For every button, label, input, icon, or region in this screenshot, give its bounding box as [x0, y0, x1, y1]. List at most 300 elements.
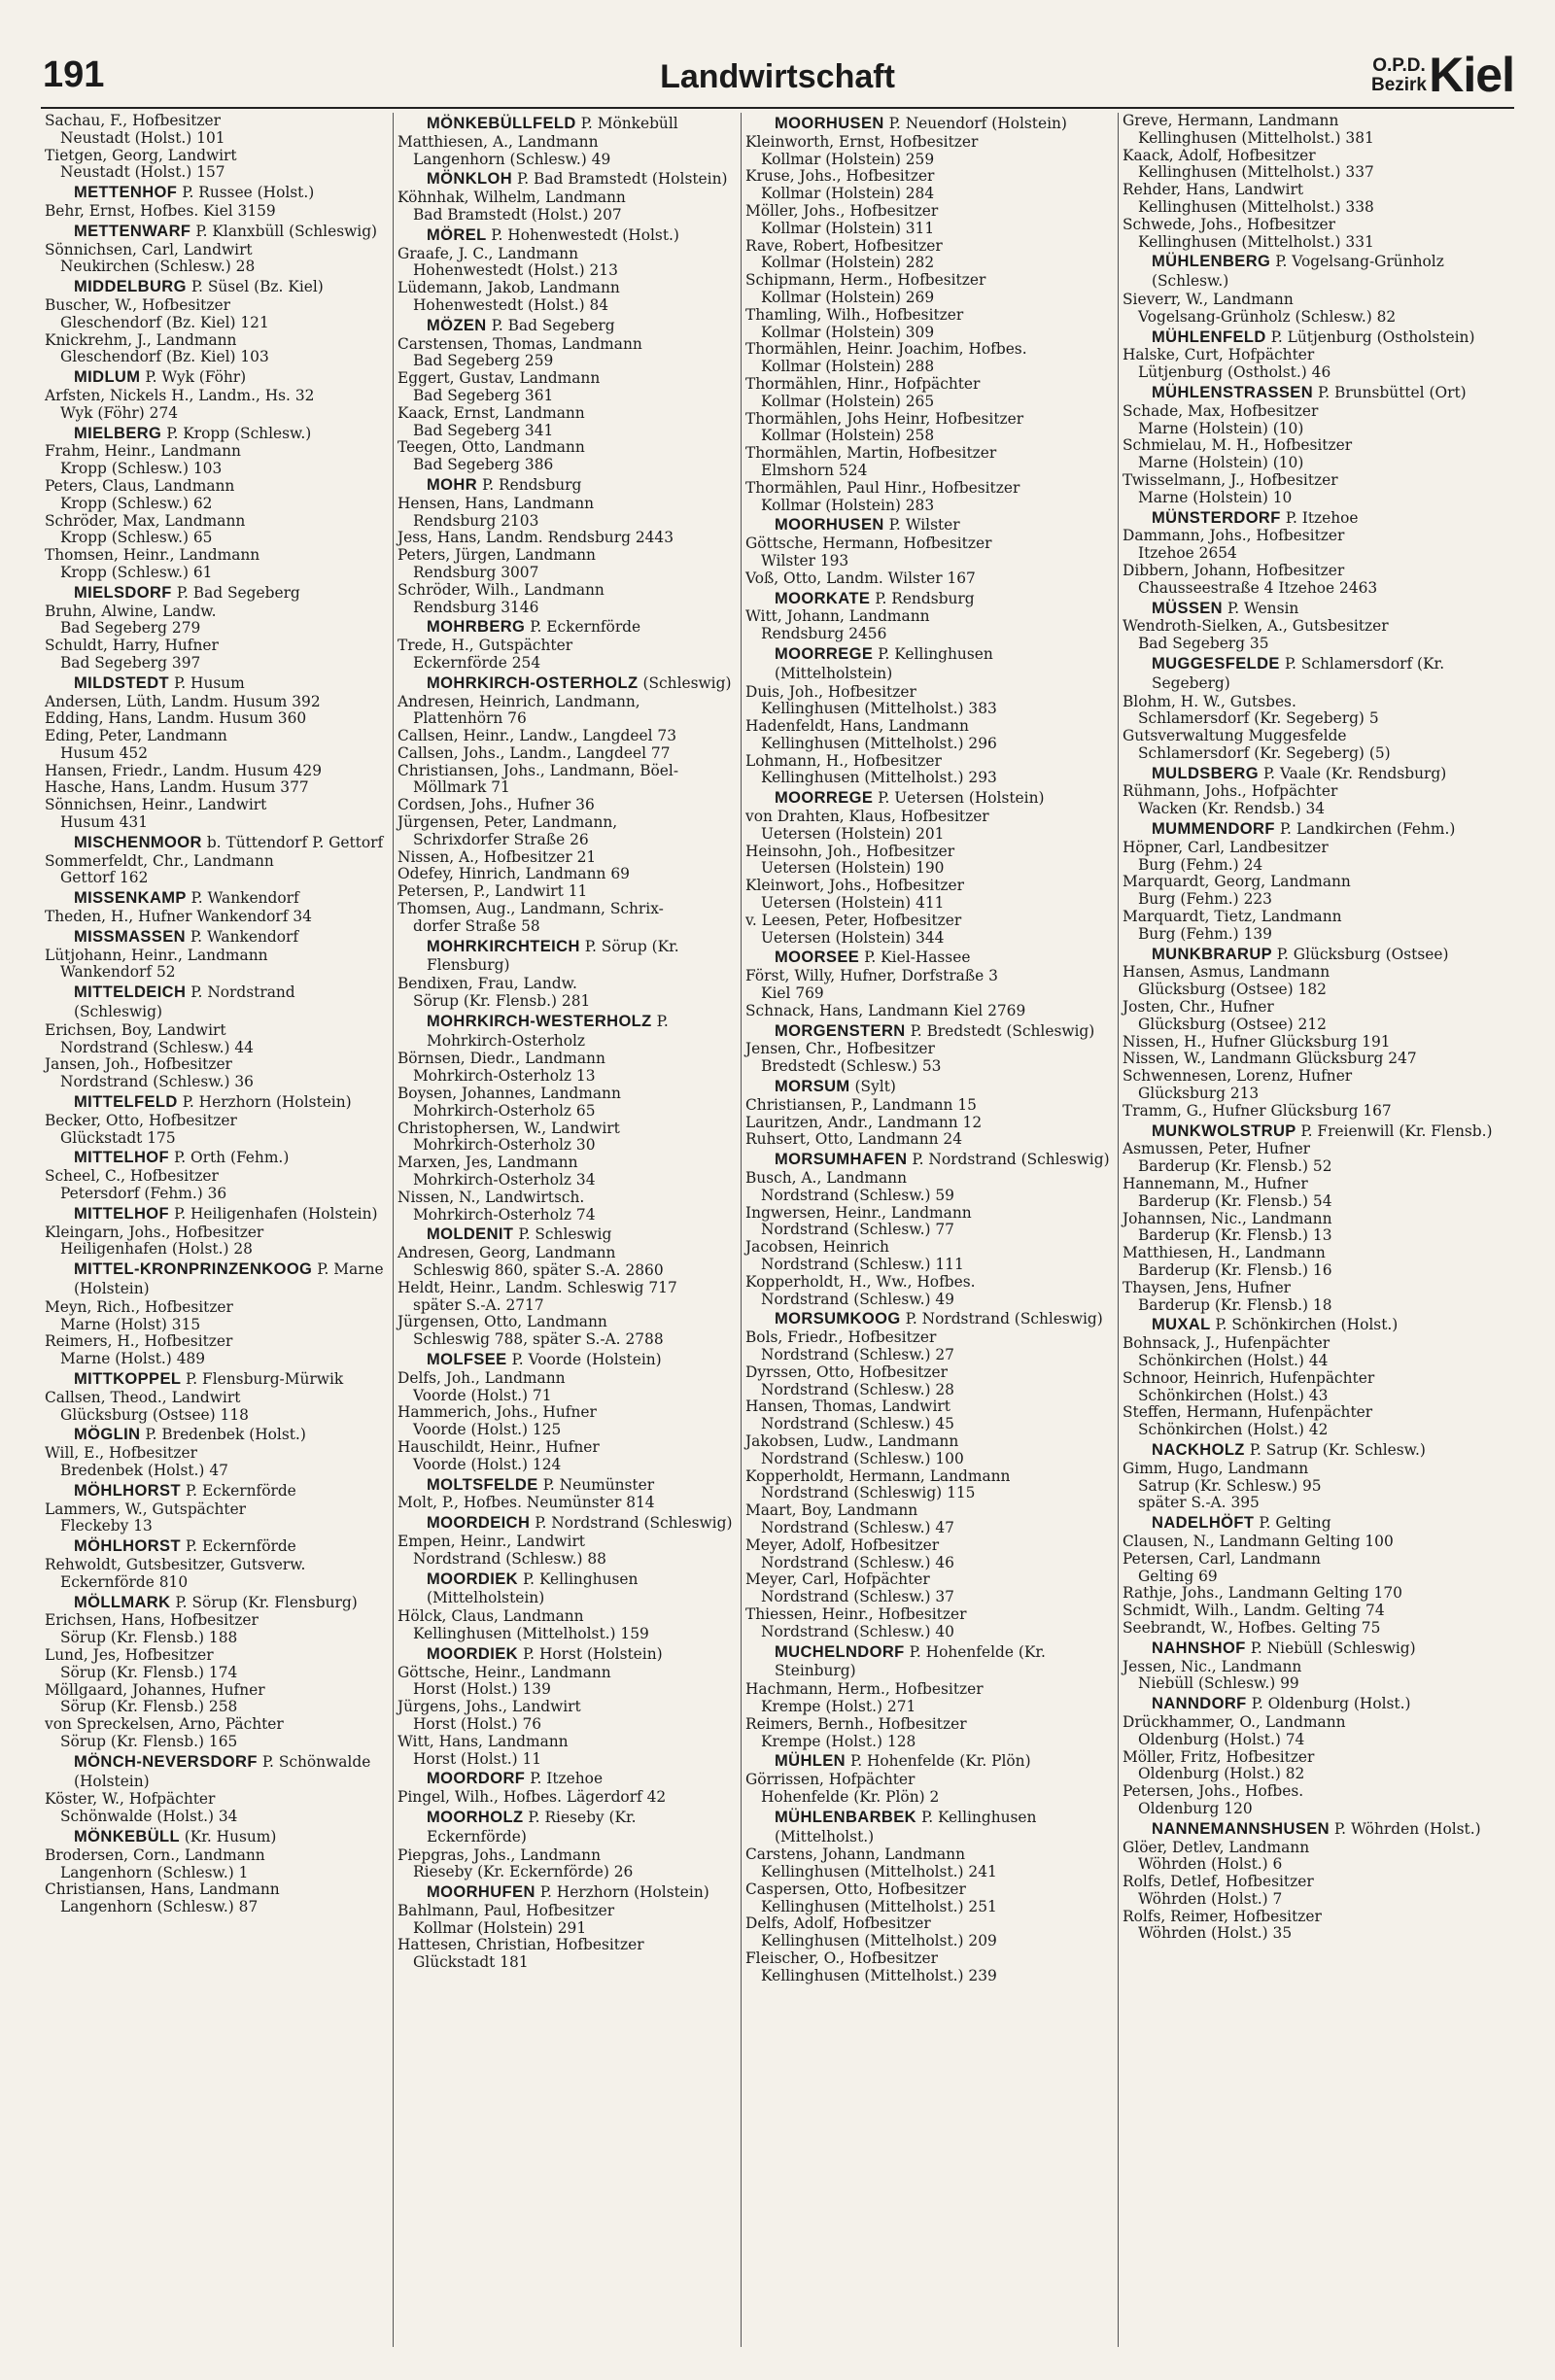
directory-entry: [745, 1716, 1112, 1751]
directory-entry: [745, 1239, 1112, 1274]
district-line: O.P.D.: [1372, 55, 1426, 76]
directory-entry: [1123, 1749, 1508, 1784]
directory-entry: [1123, 1659, 1508, 1694]
post-office: P. Glücksburg (Ostsee): [1276, 945, 1449, 963]
entry-name: Scheel, C., Hofbesitzer: [45, 1167, 219, 1186]
locality-name: MOORDIEK: [427, 1569, 518, 1588]
post-office: P. Herzhorn (Holstein): [539, 1883, 709, 1902]
directory-entry: [745, 1537, 1112, 1572]
post-office: P. Rendsburg: [482, 475, 582, 494]
locality-heading: [1123, 509, 1508, 529]
entry-name: Bohnsack, J., Hufenpächter: [1123, 1334, 1330, 1353]
locality-name: MOORDORF: [427, 1770, 526, 1788]
entry-name: Behr, Ernst, Hofbes. Kiel 3159: [45, 201, 276, 220]
directory-entry: [745, 1097, 1112, 1115]
locality-name: MUXAL: [1152, 1316, 1211, 1334]
entry-name: Göttsche, Heinr., Landmann: [397, 1663, 611, 1681]
entry-name: Nissen, A., Hofbesitzer 21: [397, 847, 597, 866]
directory-entry: [745, 684, 1112, 719]
directory-entry: [1123, 1280, 1508, 1315]
entry-name: Rave, Robert, Hofbesitzer: [745, 236, 943, 255]
post-office: P. Kellinghusen (Mittelholstein): [427, 1569, 639, 1607]
directory-entry: [745, 1433, 1112, 1468]
entry-name: Halske, Curt, Hofpächter: [1123, 346, 1315, 364]
entry-address: Bad Segeberg 361: [413, 386, 554, 404]
entry-name: Christiansen, P., Landmann 15: [745, 1095, 977, 1114]
post-office: P. Hohenfelde (Kr. Steinburg): [775, 1642, 1046, 1680]
entry-address: Neustadt (Holst.) 101: [60, 128, 225, 147]
entry-name: Asmussen, Peter, Hufner: [1123, 1140, 1311, 1158]
directory-entry: [45, 297, 387, 332]
entry-name: Lund, Jes, Hofbesitzer: [45, 1645, 214, 1664]
locality-heading: [45, 1753, 387, 1792]
entry-address: Kiel 769: [761, 984, 824, 1003]
directory-entry: [397, 883, 735, 901]
directory-entry: [745, 238, 1112, 273]
directory-entry: [45, 1022, 387, 1057]
locality-heading: [1123, 765, 1508, 784]
entry-address: Kollmar (Holstein) 269: [761, 288, 935, 306]
locality-heading: [745, 1752, 1112, 1772]
district-line: Bezirk: [1370, 75, 1427, 95]
locality-heading: [45, 674, 387, 694]
locality-heading: [397, 618, 735, 638]
post-office: P. Rendsburg: [875, 589, 975, 607]
locality-name: NANNDORF: [1152, 1695, 1247, 1713]
entry-address: Bad Segeberg 397: [60, 653, 201, 672]
post-office: P. Kropp (Schlesw.): [166, 424, 312, 442]
entry-address: Rendsburg 3007: [413, 563, 539, 581]
entry-name: Callsen, Theod., Landwirt: [45, 1388, 241, 1406]
entry-name: Jürgens, Johs., Landwirt: [397, 1698, 581, 1716]
post-office: P. Sörup (Kr. Flensburg): [427, 937, 679, 975]
locality-name: MIDLUM: [74, 368, 141, 387]
locality-heading: [45, 1205, 387, 1224]
entry-name: Bendixen, Frau, Landw.: [397, 975, 577, 993]
directory-entry: [45, 1224, 387, 1259]
directory-entry: [45, 443, 387, 478]
entry-name: Peters, Jürgen, Landmann: [397, 546, 596, 565]
entry-address: Barderup (Kr. Flensb.) 52: [1138, 1157, 1332, 1176]
entry-address: Gettorf 162: [60, 869, 149, 887]
post-office: P. Nordstrand (Schleswig): [74, 983, 295, 1021]
entry-address: Nordstrand (Schlesw.) 46: [761, 1553, 954, 1571]
directory-entry: [397, 370, 735, 405]
locality-name: MOORHUFEN: [427, 1883, 536, 1902]
directory-entry: [1123, 1211, 1508, 1246]
directory-entry: [1123, 292, 1508, 327]
entry-name: Frahm, Heinr., Landmann: [45, 442, 241, 461]
locality-heading: [397, 1883, 735, 1903]
post-office: P. Mönkebüll: [580, 115, 678, 132]
entry-name: Thamling, Wilh., Hofbesitzer: [745, 305, 964, 324]
entry-name: Schade, Max, Hofbesitzer: [1123, 401, 1319, 420]
locality-heading: [397, 1809, 735, 1847]
entry-address: Nordstrand (Schlesw.) 111: [761, 1256, 964, 1273]
directory-entry: [1123, 618, 1508, 653]
directory-entry: [745, 1274, 1112, 1309]
locality-name: MUMMENDORF: [1152, 820, 1275, 839]
directory-entry: [1123, 909, 1508, 944]
directory-entry: [397, 694, 735, 729]
entry-address: Schlamersdorf (Kr. Segeberg) 5: [1138, 709, 1379, 728]
directory-entry: [745, 307, 1112, 342]
directory-entry: [45, 1682, 387, 1717]
entry-name: Hölck, Claus, Landmann: [397, 1607, 584, 1626]
entry-address: Schönkirchen (Holst.) 44: [1138, 1351, 1329, 1369]
post-office: P. Kellinghusen (Mittelholstein): [775, 644, 993, 682]
entry-name: Steffen, Hermann, Hufenpächter: [1123, 1403, 1373, 1422]
locality-name: MOORKATE: [775, 589, 871, 607]
locality-name: NANNEMANNSHUSEN: [1152, 1819, 1330, 1838]
post-office: P. Schlamersdorf (Kr. Segeberg): [1152, 654, 1445, 692]
entry-name: Becker, Otto, Hofbesitzer: [45, 1111, 237, 1129]
entry-name: Graafe, J. C., Landmann: [397, 244, 579, 262]
entry-address: Lütjenburg (Ostholst.) 46: [1138, 363, 1331, 382]
directory-entry: [397, 1699, 735, 1734]
entry-name: Lauritzen, Andr., Landmann 12: [745, 1113, 983, 1131]
entry-name: Voß, Otto, Landm. Wilster 167: [745, 569, 976, 587]
entry-name: Petersen, P., Landwirt 11: [397, 882, 588, 901]
locality-name: MÖNKEBÜLL: [74, 1827, 180, 1845]
post-office: P. Wöhrden (Holst.): [1333, 1819, 1481, 1838]
locality-heading: [745, 645, 1112, 684]
entry-name: Buscher, W., Hofbesitzer: [45, 295, 230, 314]
entry-name: Fleischer, O., Hofbesitzer: [745, 1949, 938, 1968]
entry-name: Knickrehm, J., Landmann: [45, 330, 237, 349]
entry-address: Petersdorf (Fehm.) 36: [60, 1185, 227, 1203]
post-office: P. Russee (Holst.): [182, 184, 315, 202]
post-office: P. Nordstrand (Schleswig): [905, 1310, 1103, 1328]
directory-entry: [397, 728, 735, 745]
locality-heading: [1123, 820, 1508, 840]
locality-name: MIELBERG: [74, 424, 162, 442]
entry-name: Hansen, Asmus, Landmann: [1123, 963, 1330, 982]
directory-entry: [745, 1398, 1112, 1433]
entry-address: Marne (Holstein) (10): [1138, 454, 1304, 472]
entry-name: Hadenfeldt, Hans, Landmann: [745, 717, 969, 736]
entry-address: Nordstrand (Schlesw.) 100: [761, 1449, 964, 1467]
directory-entry: [45, 1390, 387, 1425]
entry-address: Langenhorn (Schlesw.) 49: [413, 150, 611, 168]
entry-address: Kollmar (Holstein) 309: [761, 323, 935, 341]
entry-name: Nissen, N., Landwirtsch.: [397, 1188, 585, 1206]
column-1: [41, 113, 393, 2347]
district-label: [1371, 56, 1427, 95]
entry-name: Schnoor, Heinrich, Hufenpächter: [1123, 1368, 1375, 1387]
locality-name: MÖZEN: [427, 316, 487, 334]
directory-entry: [745, 1606, 1112, 1641]
directory-entry: [745, 1846, 1112, 1881]
locality-heading: [45, 1426, 387, 1445]
entry-name: Thomsen, Heinr., Landmann: [45, 546, 260, 565]
directory-entry: [45, 763, 387, 780]
entry-address: Kollmar (Holstein) 291: [413, 1918, 587, 1937]
entry-name: Petersen, Carl, Landmann: [1123, 1549, 1321, 1568]
entry-address: Fleckeby 13: [60, 1517, 153, 1535]
locality-name: MÜHLENSTRASSEN: [1152, 383, 1314, 401]
post-office: P. Schönwalde (Holstein): [74, 1752, 371, 1790]
directory-entry: [745, 1170, 1112, 1205]
entry-name: Andresen, Heinrich, Landmann,: [397, 692, 640, 710]
directory-entry: [1123, 1103, 1508, 1121]
locality-name: MOORHOLZ: [427, 1808, 524, 1826]
column-2: [393, 113, 741, 2347]
locality-heading: [745, 516, 1112, 535]
entry-address: Glücksburg 213: [1138, 1085, 1260, 1103]
locality-name: MOORREGE: [775, 789, 874, 808]
entry-name: Witt, Hans, Landmann: [397, 1732, 569, 1750]
post-office: P. Bad Segeberg: [491, 316, 615, 334]
locality-name: MISSENKAMP: [74, 889, 187, 908]
entry-address: Nordstrand (Schlesw.) 47: [761, 1518, 954, 1536]
entry-address: Kellinghusen (Mittelholst.) 338: [1138, 197, 1374, 216]
post-office: P. Nordstrand (Schleswig): [535, 1514, 733, 1533]
directory-entry: [745, 844, 1112, 879]
directory-entry: [745, 480, 1112, 515]
entry-address: Horst (Holst.) 11: [413, 1749, 542, 1768]
entry-address: Bad Segeberg 35: [1138, 635, 1269, 653]
locality-name: MIELSDORF: [74, 583, 172, 602]
entry-address: Wankendorf 52: [60, 963, 176, 982]
entry-name: Will, E., Hofbesitzer: [45, 1444, 197, 1463]
entry-address: Sörup (Kr. Flensb.) 165: [60, 1732, 238, 1750]
post-office: (Sylt): [854, 1078, 896, 1096]
entry-name: Callsen, Johs., Landm., Langdeel 77: [397, 743, 671, 762]
directory-entry: [1123, 1620, 1508, 1638]
post-office: P. Husum: [174, 673, 245, 692]
entry-address: Uetersen (Holstein) 411: [761, 894, 945, 913]
entry-name: Hansen, Thomas, Landwirt: [745, 1397, 950, 1416]
entry-address: Schleswig 788, später S.-A. 2788: [413, 1330, 664, 1349]
entry-name: Lütjohann, Heinr., Landmann: [45, 946, 268, 964]
locality-name: MOORHUSEN: [775, 516, 884, 535]
locality-heading: [397, 226, 735, 246]
entry-address: Nordstrand (Schlesw.) 45: [761, 1415, 954, 1433]
entry-name: v. Leesen, Peter, Hofbesitzer: [745, 911, 962, 929]
entry-name: Thiessen, Heinr., Hofbesitzer: [745, 1604, 967, 1623]
directory-entry: [745, 535, 1112, 570]
locality-heading: [397, 1514, 735, 1534]
entry-address: Nordstrand (Schleswig) 115: [761, 1484, 976, 1502]
directory-entry: [1123, 1370, 1508, 1405]
post-office: P. Nordstrand (Schleswig): [912, 1151, 1110, 1169]
entry-name: Jakobsen, Ludw., Landmann: [745, 1431, 959, 1450]
post-office: P. Satrup (Kr. Schlesw.): [1249, 1440, 1426, 1459]
directory-entry: [397, 1121, 735, 1156]
locality-heading: [1123, 384, 1508, 403]
locality-name: MÖHLHORST: [74, 1481, 181, 1500]
locality-name: MOLFSEE: [427, 1350, 507, 1368]
locality-heading: [397, 674, 735, 694]
entry-address: Nordstrand (Schlesw.) 59: [761, 1186, 954, 1204]
entry-address: Burg (Fehm.) 139: [1138, 924, 1272, 943]
directory-entry: [45, 710, 387, 728]
locality-name: MÖNKLOH: [427, 170, 513, 189]
entry-name: Molt, P., Hofbes. Neumünster 814: [397, 1494, 655, 1512]
entry-name: Christiansen, Hans, Landmann: [45, 1880, 280, 1899]
entry-address: Kellinghusen (Mittelholst.) 241: [761, 1863, 997, 1881]
entry-name: Erichsen, Boy, Landwirt: [45, 1020, 226, 1039]
directory-entry: [45, 694, 387, 711]
directory-entry: [745, 1468, 1112, 1503]
post-office: P. Gelting: [1259, 1514, 1331, 1533]
directory-entry: [45, 148, 387, 183]
entry-name: Lammers, W., Gutspächter: [45, 1500, 247, 1518]
directory-entry: [1123, 874, 1508, 909]
entry-name: Twisselmann, J., Hofbesitzer: [1123, 470, 1338, 489]
directory-entry: [1123, 783, 1508, 818]
entry-address: Nordstrand (Schlesw.) 37: [761, 1588, 954, 1606]
entry-address: Sörup (Kr. Flensb.) 188: [60, 1629, 238, 1647]
locality-heading: [397, 1770, 735, 1789]
entry-address: Satrup (Kr. Schlesw.) 95: [1138, 1476, 1322, 1495]
entry-name: Bahlmann, Paul, Hofbesitzer: [397, 1901, 615, 1919]
entry-address: Marne (Holstein) 10: [1138, 488, 1293, 506]
directory-entry: [397, 1370, 735, 1405]
locality-heading: [1123, 253, 1508, 292]
entry-name: Höpner, Carl, Landbesitzer: [1123, 838, 1329, 856]
entry-name: Gimm, Hugo, Landmann: [1123, 1459, 1309, 1477]
entry-address: Möllmark 71: [413, 778, 510, 797]
locality-name: MOORDIEK: [427, 1644, 518, 1663]
entry-name: Schnack, Hans, Landmann Kiel 2769: [745, 1001, 1026, 1019]
directory-entry: [745, 168, 1112, 203]
locality-heading: [745, 1809, 1112, 1847]
entry-name: Trede, H., Gutspächter: [397, 637, 573, 655]
entry-name: Blohm, H. W., Gutsbes.: [1123, 692, 1296, 710]
locality-name: MUGGESFELDE: [1152, 654, 1280, 673]
locality-name: NADELHÖFT: [1152, 1514, 1255, 1533]
entry-name: Greve, Hermann, Landmann: [1123, 113, 1339, 129]
directory-entry: [1123, 999, 1508, 1034]
directory-entry: [397, 496, 735, 531]
post-office: P. Neuendorf (Holstein): [888, 115, 1067, 132]
post-office: P. Itzehoe: [530, 1770, 604, 1788]
entry-name: Jürgensen, Otto, Landmann: [397, 1313, 607, 1331]
directory-entry: [1123, 563, 1508, 598]
entry-name: Jacobsen, Heinrich: [745, 1238, 889, 1257]
directory-entry: [1123, 1034, 1508, 1052]
directory-entry: [45, 1056, 387, 1091]
entry-address: Burg (Fehm.) 223: [1138, 890, 1272, 909]
entry-address: Eckernförde 810: [60, 1572, 189, 1591]
locality-name: MULDSBERG: [1152, 764, 1259, 782]
entry-address: Glückstadt 175: [60, 1128, 176, 1147]
directory-entry: [745, 608, 1112, 643]
entry-address: Nordstrand (Schlesw.) 44: [60, 1038, 254, 1056]
locality-name: MIDDELBURG: [74, 278, 187, 296]
directory-entry: [1123, 1603, 1508, 1620]
directory-entry: [745, 1772, 1112, 1807]
directory-entry: [397, 1495, 735, 1512]
entry-address: Kropp (Schlesw.) 62: [60, 494, 213, 512]
post-office: P. Eckernförde: [185, 1537, 296, 1556]
locality-name: MITTEL-KRONPRINZENKOOG: [74, 1260, 313, 1279]
page-title: Landwirtschaft: [660, 58, 895, 95]
directory-entry: [45, 948, 387, 983]
post-office: P. Bad Segeberg: [176, 583, 300, 602]
entry-name: Teegen, Otto, Landmann: [397, 438, 585, 457]
locality-name: METTENHOF: [74, 184, 178, 202]
entry-name: Dyrssen, Otto, Hofbesitzer: [745, 1362, 948, 1381]
entry-address: Krempe (Holst.) 271: [761, 1697, 916, 1715]
locality-name: MÖNKEBÜLLFELD: [427, 115, 576, 132]
entry-name: Pingel, Wilh., Hofbes. Lägerdorf 42: [397, 1788, 667, 1807]
entry-address: Langenhorn (Schlesw.) 87: [60, 1898, 259, 1916]
entry-name: Thormählen, Martin, Hofbesitzer: [745, 444, 997, 463]
locality-name: MORSUMHAFEN: [775, 1151, 908, 1169]
locality-heading: [1123, 1820, 1508, 1840]
entry-name: Carstensen, Thomas, Landmann: [397, 334, 642, 353]
directory-entry: [397, 1051, 735, 1086]
directory-entry: [397, 190, 735, 224]
entry-name: Gutsverwaltung Muggesfelde: [1123, 727, 1347, 745]
directory-entry: [45, 242, 387, 277]
entry-name: Schmidt, Wilh., Landm. Gelting 74: [1123, 1602, 1385, 1620]
directory-entry: [397, 1314, 735, 1349]
entry-name: Piepgras, Johs., Landmann: [397, 1845, 601, 1864]
entry-address: dorfer Straße 58: [413, 916, 540, 935]
directory-entry: [397, 1789, 735, 1807]
entry-name: Thormählen, Heinr. Joachim, Hofbes.: [745, 340, 1027, 359]
entry-name: Nissen, H., Hufner Glücksburg 191: [1123, 1032, 1391, 1051]
entry-address: Husum 431: [60, 813, 149, 832]
entry-address: später S.-A. 2717: [413, 1295, 544, 1314]
post-office: P. Wankendorf: [190, 927, 299, 946]
entry-name: Boysen, Johannes, Landmann: [397, 1085, 621, 1103]
locality-heading: [45, 928, 387, 948]
locality-name: MÖHLHORST: [74, 1537, 181, 1556]
locality-heading: [745, 590, 1112, 609]
post-office: (Schleswig): [642, 673, 732, 692]
directory-entry: [1123, 1534, 1508, 1551]
directory-entry: [397, 1534, 735, 1569]
entry-name: Rühmann, Johs., Hofpächter: [1123, 782, 1338, 801]
entry-name: Wendroth-Sielken, A., Gutsbesitzer: [1123, 617, 1389, 636]
directory-entry: [745, 1205, 1112, 1240]
locality-heading: [397, 1645, 735, 1665]
directory-entry: [397, 814, 735, 849]
entry-address: Wöhrden (Holst.) 7: [1138, 1889, 1283, 1908]
entry-address: Voorde (Holst.) 125: [413, 1421, 562, 1439]
directory-entry: [397, 246, 735, 281]
entry-name: Meyer, Carl, Hofpächter: [745, 1570, 930, 1589]
directory-entry: [397, 1734, 735, 1769]
directory-entry: [397, 530, 735, 547]
locality-name: MUNKWOLSTRUP: [1152, 1121, 1296, 1140]
entry-address: Marne (Holst) 315: [60, 1315, 201, 1333]
directory-entry: [45, 1647, 387, 1682]
locality-name: MOLDENIT: [427, 1225, 514, 1244]
post-office: P. Lütjenburg (Ostholstein): [1270, 328, 1475, 346]
directory-entry: [397, 405, 735, 440]
post-office: P. Voorde (Holstein): [511, 1350, 662, 1368]
locality-heading: [45, 425, 387, 444]
entry-address: Barderup (Kr. Flensb.) 54: [1138, 1191, 1332, 1210]
entry-address: Bad Segeberg 386: [413, 456, 554, 474]
directory-entry: [745, 1041, 1112, 1076]
locality-heading: [745, 789, 1112, 809]
entry-address: Eckernförde 254: [413, 653, 541, 672]
entry-address: Nordstrand (Schlesw.) 36: [60, 1073, 254, 1091]
entry-name: Görrissen, Hofpächter: [745, 1771, 916, 1789]
locality-heading: [1123, 1695, 1508, 1714]
directory-entry: [1123, 182, 1508, 217]
directory-entry: [45, 332, 387, 367]
locality-heading: [397, 476, 735, 496]
entry-name: Hachmann, Herm., Hofbesitzer: [745, 1680, 984, 1699]
